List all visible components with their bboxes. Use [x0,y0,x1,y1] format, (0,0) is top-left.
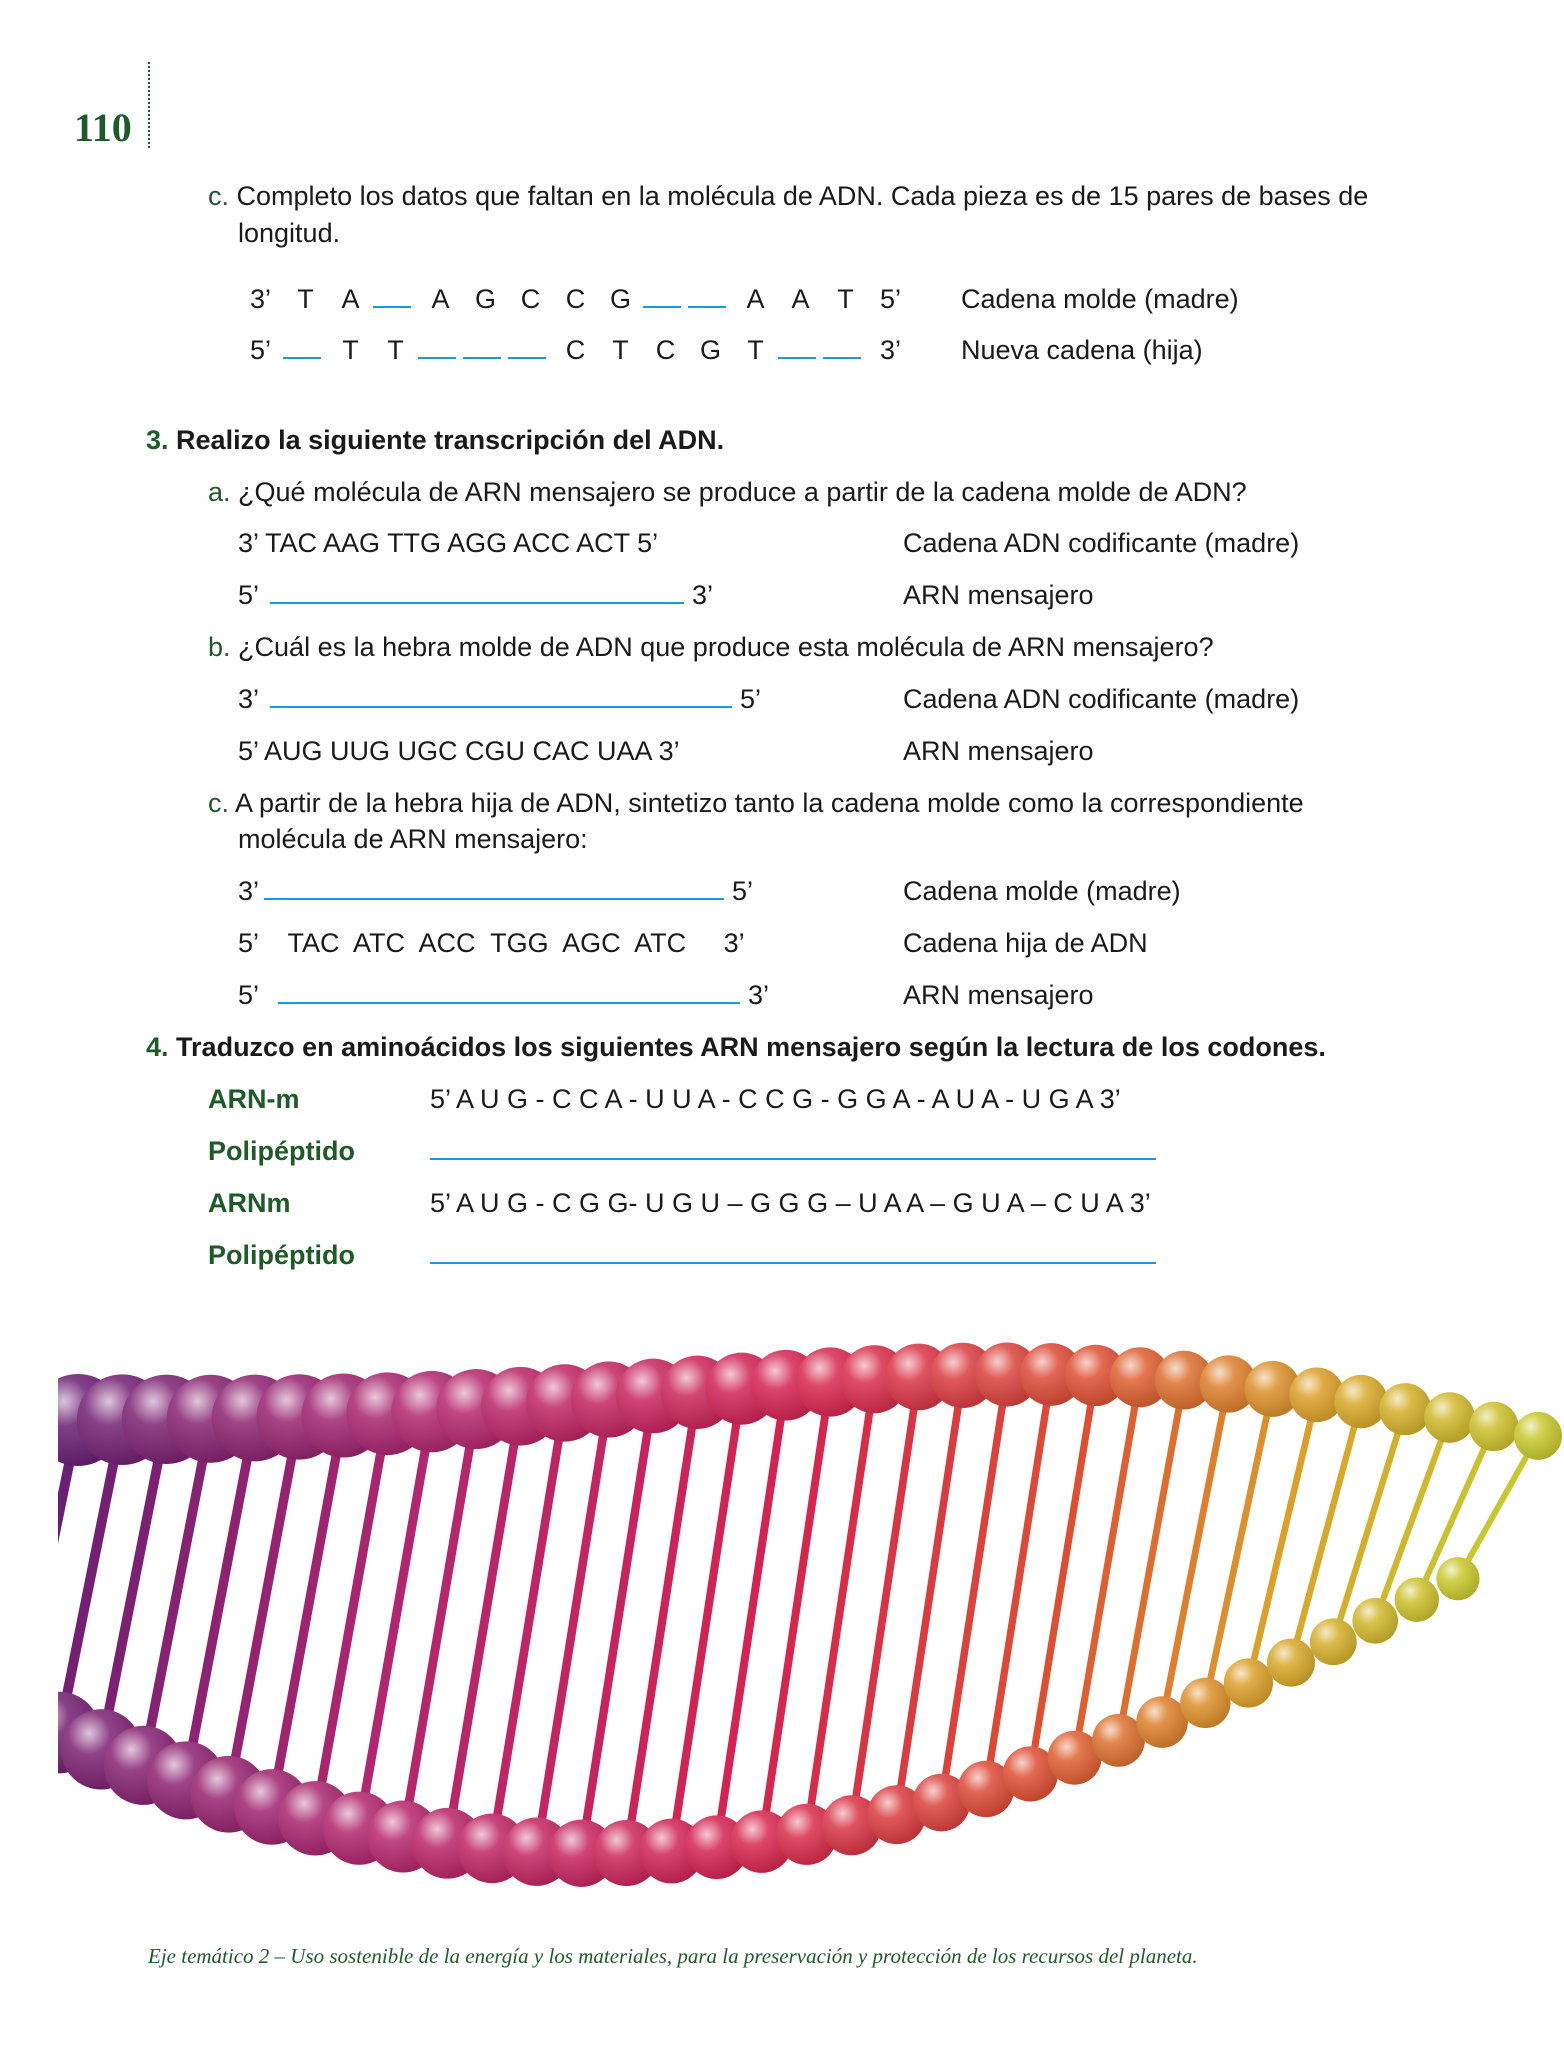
q2c-letter: c. [208,181,230,211]
footer-text: Eje temático 2 – Uso sostenible de la energía y los materiales, para la preservación y protección de los recursos del planeta. [148,1944,1198,1968]
q3c-r3-start: 5’ [238,980,260,1010]
q3c-r2-label: Cadena hija de ADN [903,928,1148,958]
q3a-sequence: 3’ TAC AAG TTG AGG ACC ACT 5’ [238,528,659,558]
template-strand-base: G [474,284,496,314]
q4-polypeptide-line-1[interactable] [430,1158,1156,1160]
q4-row3-label: ARNm [208,1188,291,1218]
helix-rung [447,1406,520,1843]
helix-rung [717,1385,786,1847]
helix-sphere-shine [1424,1392,1475,1443]
new-strand-base: C [655,335,676,365]
template-strand-blank-line[interactable] [643,282,681,308]
q3-heading [146,423,724,457]
q4-row4-label: Polipéptido [208,1240,355,1270]
helix-rung [403,1409,476,1836]
template-strand-base: 3’ [249,284,271,314]
q3c-mrna-answer-line[interactable] [278,1002,740,1004]
new-strand-base: T [612,335,629,365]
helix-rung [492,1403,565,1848]
q3c-r3-label: ARN mensajero [903,980,1094,1010]
dna-helix-illustration [58,1320,1564,2010]
new-strand-blank-line[interactable] [418,333,456,359]
q2c-text-line2: longitud. [238,218,341,248]
new-strand-base: G [699,335,721,365]
helix-sphere-shine [1224,1658,1273,1707]
new-strand-blank[interactable] [418,333,463,367]
template-strand-base: 5’ [879,284,901,314]
new-strand-base: 5’ [249,335,271,365]
new-strand-blank-line[interactable] [283,333,321,359]
helix-rung [582,1396,654,1853]
new-strand-base: T [342,335,359,365]
q3-number: 3. [146,425,169,455]
new-strand-blank-line[interactable] [823,333,861,359]
new-strand-blank[interactable] [283,333,328,367]
q3c-question: A partir de la hebra hija de ADN, sintetizo tanto la cadena molde como la correspondiente [235,788,1304,818]
new-strand-blank-line[interactable] [508,333,546,359]
q3a-sequence-label: Cadena ADN codificante (madre) [903,528,1300,558]
q3b-letter: b. [208,632,231,662]
q3c-template-answer-line[interactable] [264,898,724,900]
q3a-question: ¿Qué molécula de ARN mensajero se produce a partir de la cadena molde de ADN? [238,477,1247,507]
helix-sphere-shine [1267,1639,1315,1687]
q3c-daughter-sequence: 5’ TAC ATC ACC TGG AGC ATC 3’ [238,928,745,958]
q4-polypeptide-line-2[interactable] [430,1262,1156,1264]
template-strand-base: C [565,284,586,314]
template-strand-base: A [431,284,450,314]
q3a-blank-start: 5’ [238,580,260,610]
helix-sphere-shine [1352,1598,1398,1644]
template-strand-blank[interactable] [373,282,418,316]
helix-sphere-shine [1334,1375,1387,1428]
q4-row3-mrna: 5’ A U G - C G G- U G U – G G G – U A A – G U A – C U A 3’ [430,1188,1151,1218]
q4-number: 4. [146,1032,169,1062]
dna-row-template-label: Cadena molde (madre) [961,284,1239,314]
q3b-sequence-label: ARN mensajero [903,736,1094,766]
q3b-blank-label: Cadena ADN codificante (madre) [903,684,1300,714]
q3c-r1-end: 5’ [732,876,754,906]
dna-row-new [238,333,913,367]
new-strand-blank-line[interactable] [463,333,501,359]
new-strand-blank-line[interactable] [778,333,816,359]
template-strand-base: T [837,284,854,314]
helix-sphere-shine [1514,1412,1562,1460]
template-strand-blank-line[interactable] [373,282,411,308]
new-strand-base: T [387,335,404,365]
helix-rung [627,1392,698,1853]
q3b-answer-line[interactable] [270,706,732,708]
new-strand-base: T [747,335,764,365]
dna-row-template [238,282,913,316]
helix-rung [359,1412,432,1829]
helix-sphere-shine [1469,1402,1518,1451]
helix-sphere-shine [1395,1577,1439,1621]
q3a-answer-line[interactable] [270,602,684,604]
q2c-text-line1 [208,179,1368,213]
q4-title: Traduzco en aminoácidos los siguientes ARN mensajero según la lectura de los codones. [176,1032,1326,1062]
template-strand-base: G [609,284,631,314]
q3c-question-line1 [208,786,1304,820]
q3b-sequence: 5’ AUG UUG UGC CGU CAC UAA 3’ [238,736,680,766]
template-strand-base: C [520,284,541,314]
template-strand-base: A [746,284,765,314]
q4-row1-label: ARN-m [208,1084,300,1114]
helix-sphere-shine [1379,1383,1431,1435]
q2c-question: Completo los datos que faltan en la molécula de ADN. Cada pieza es de 15 pares de bases de [236,181,1369,211]
helix-sphere-shine [1310,1618,1357,1665]
template-strand-base: T [297,284,314,314]
template-strand-blank[interactable] [688,282,733,316]
q4-heading [146,1030,1326,1064]
q3c-r1-start: 3’ [238,876,260,906]
template-strand-blank[interactable] [643,282,688,316]
helix-rung [672,1389,742,1851]
helix-sphere-shine [1436,1557,1479,1600]
template-strand-base: A [341,284,360,314]
q3c-question-line2: molécula de ARN mensajero: [238,824,588,854]
q3c-r1-label: Cadena molde (madre) [903,876,1181,906]
helix-rung [537,1400,609,1852]
q3b-question: ¿Cuál es la hebra molde de ADN que produce esta molécula de ARN mensajero? [238,632,1214,662]
helix-rung [315,1414,387,1819]
new-strand-blank[interactable] [463,333,508,367]
template-strand-blank-line[interactable] [688,282,726,308]
new-strand-blank[interactable] [823,333,868,367]
new-strand-blank[interactable] [778,333,823,367]
helix-sphere-shine [1180,1678,1230,1728]
new-strand-blank[interactable] [508,333,553,367]
q3a-question-line [208,475,1247,509]
q3a-blank-end: 3’ [692,580,714,610]
new-strand-base: 3’ [879,335,901,365]
q3c-letter: c. [208,788,230,818]
q4-row1-mrna: 5’ A U G - C C A - U U A - C C G - G G A - A U A - U G A 3’ [430,1084,1121,1114]
page-number-divider [148,62,150,148]
helix-rung [272,1416,344,1807]
q3a-letter: a. [208,477,231,507]
page-number: 110 [74,105,132,150]
template-strand-base: A [791,284,810,314]
q3-title: Realizo la siguiente transcripción del ADN. [176,425,725,455]
q4-row2-label: Polipéptido [208,1136,355,1166]
helix-sphere-shine [1136,1696,1188,1748]
q3c-r3-end: 3’ [748,980,770,1010]
q3b-blank-start: 3’ [238,684,260,714]
helix-rung [1458,1436,1538,1579]
new-strand-base: C [565,335,586,365]
q3a-blank-label: ARN mensajero [903,580,1094,610]
q3b-question-line [208,630,1214,664]
q3b-blank-end: 5’ [740,684,762,714]
dna-row-new-label: Nueva cadena (hija) [961,335,1203,365]
